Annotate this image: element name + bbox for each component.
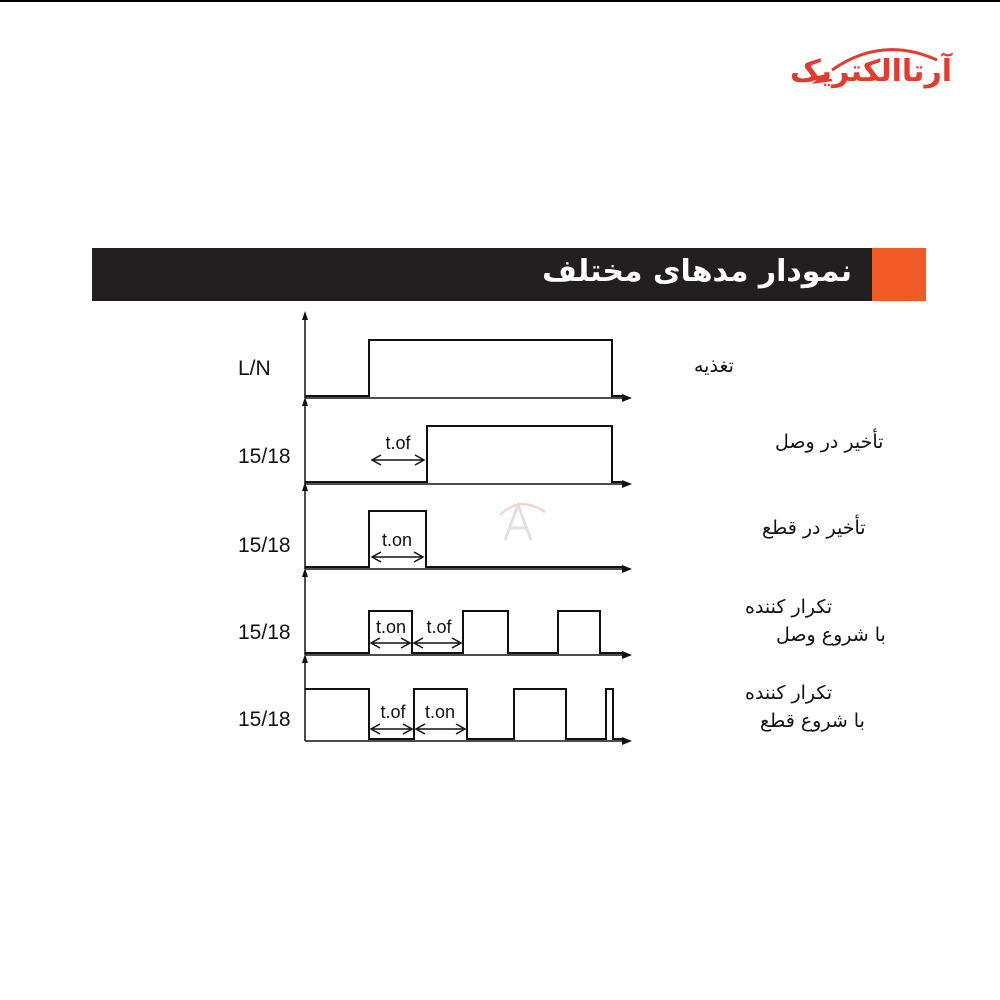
- row-left-label: 15/18: [238, 445, 291, 468]
- row-off-delay: [238, 482, 866, 573]
- row-repeat-start-on: [238, 568, 886, 659]
- page-title: نمودار مدهای مختلف: [542, 254, 852, 289]
- row-left-label: 15/18: [238, 708, 291, 731]
- signal-waveform: [305, 426, 624, 482]
- row-right-label-line2: با شروع وصل: [776, 624, 886, 646]
- logo-text: آرتاالکتریک: [790, 54, 952, 89]
- time-label: t.on: [375, 617, 407, 637]
- signal-waveform: [305, 611, 624, 653]
- signal-waveform: [305, 511, 624, 567]
- row-left-label: 15/18: [238, 534, 291, 557]
- y-axis-arrow-icon: [302, 311, 308, 320]
- row-right-label-line1: تکرار کننده: [745, 682, 833, 704]
- row-supply: [238, 311, 734, 402]
- row-left-label: L/N: [238, 357, 271, 380]
- watermark-logo-icon: [500, 504, 545, 540]
- signal-waveform: [305, 689, 624, 739]
- time-label: t.on: [424, 702, 456, 722]
- row-right-label: تغذیه: [694, 355, 734, 377]
- time-label: t.of: [385, 433, 411, 453]
- row-on-delay: [238, 397, 883, 488]
- row-right-label: تأخیر در وصل: [775, 431, 884, 453]
- row-right-label: تأخیر در قطع: [762, 517, 866, 539]
- time-label: t.of: [380, 702, 406, 722]
- row-left-label: 15/18: [238, 621, 291, 644]
- row-right-label-line1: تکرار کننده: [745, 596, 833, 618]
- signal-waveform: [305, 340, 624, 396]
- time-label: t.of: [426, 617, 452, 637]
- row-right-label-line2: با شروع قطع: [760, 710, 865, 732]
- row-repeat-start-off: [238, 654, 865, 745]
- time-label: t.on: [381, 530, 413, 550]
